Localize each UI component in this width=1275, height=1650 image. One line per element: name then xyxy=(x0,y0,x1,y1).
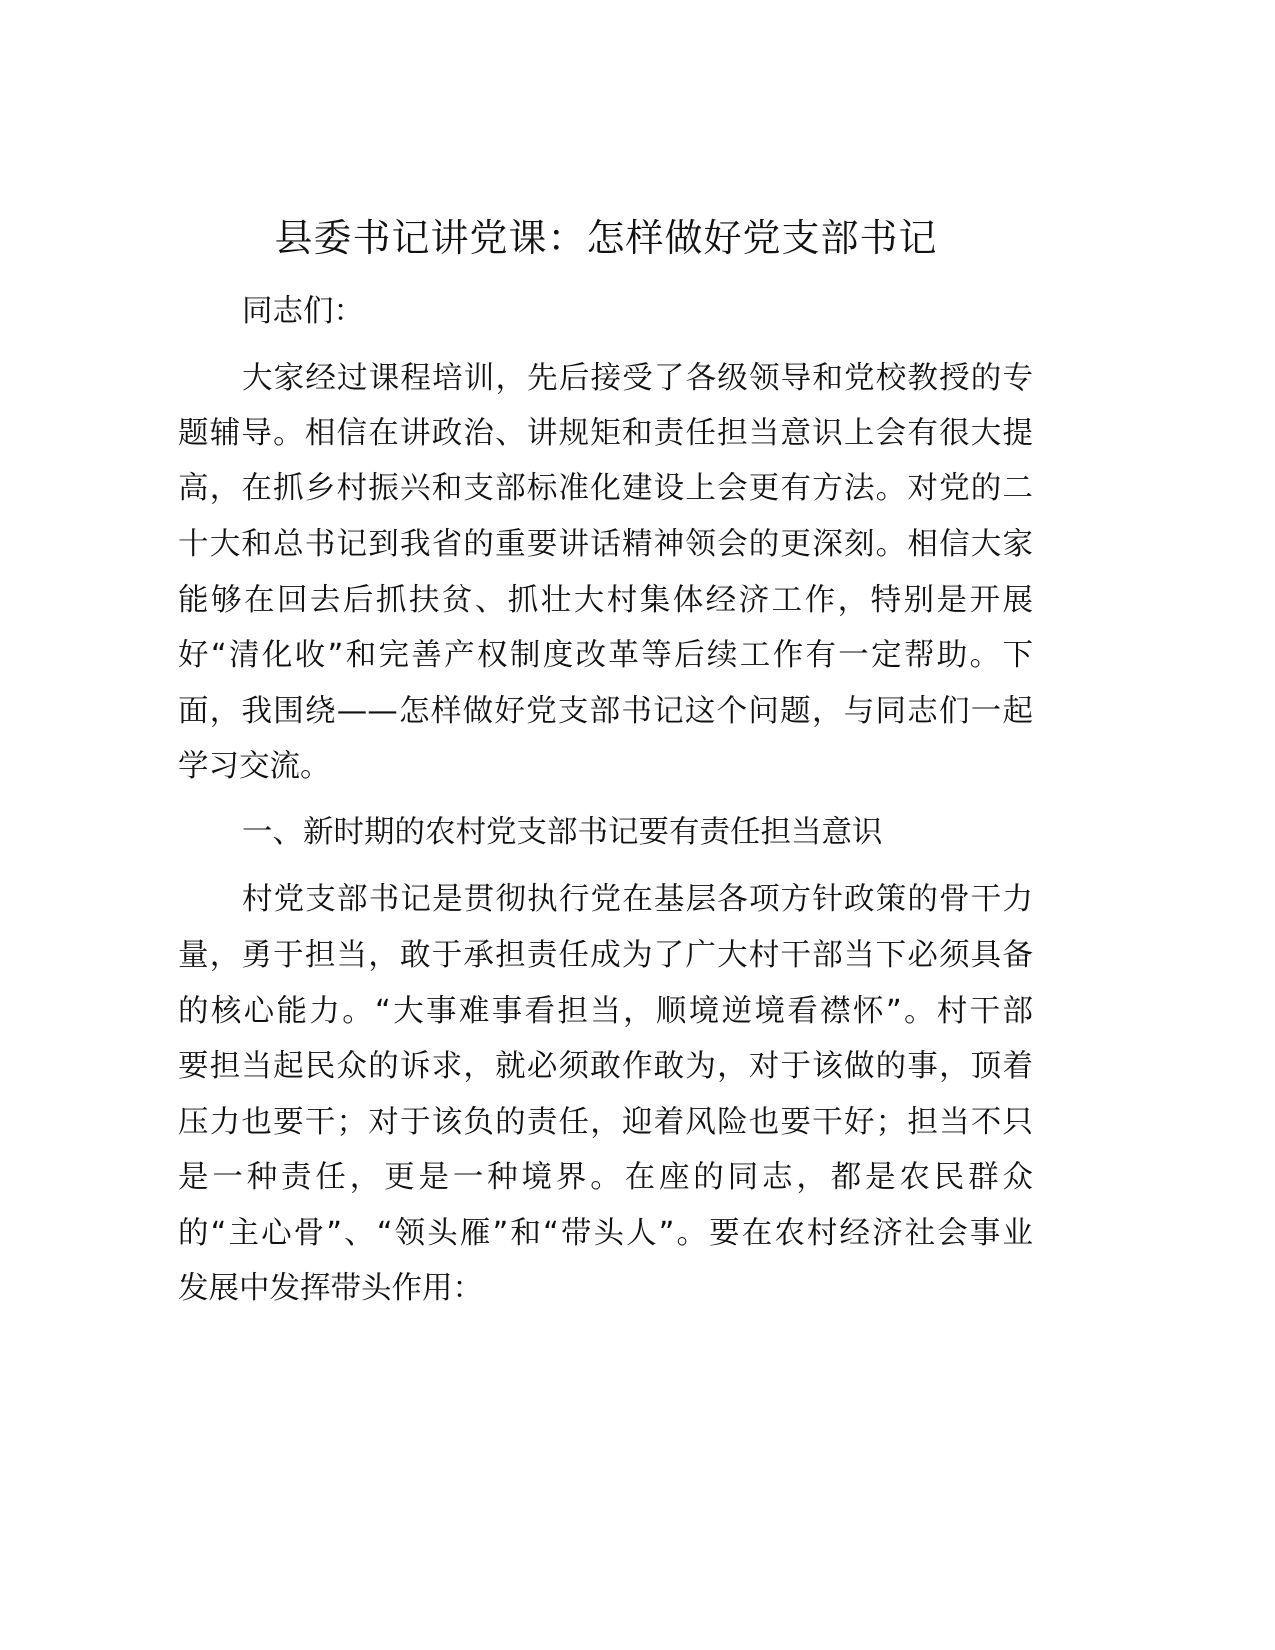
text-line: 发展中发挥带头作用： xyxy=(178,1271,483,1306)
document-title: 县委书记讲党课：怎样做好党支部书记 xyxy=(274,216,938,260)
text-line: 量，勇于担当，敢于承担责任成为了广大村干部当下必须具备 xyxy=(178,938,1033,973)
text-line: 面，我围绕——怎样做好党支部书记这个问题，与同志们一起 xyxy=(178,694,1033,729)
text-line: 高，在抓乡村振兴和支部标准化建设上会更有方法。对党的二 xyxy=(178,471,1033,506)
text-line: 好“清化收”和完善产权制度改革等后续工作有一定帮助。下 xyxy=(178,638,1033,673)
salutation: 同志们： xyxy=(242,294,364,329)
text-line: 的核心能力。“大事难事看担当，顺境逆境看襟怀”。村干部 xyxy=(178,994,1033,1029)
text-line: 压力也要干；对于该负的责任，迎着风险也要干好；担当不只 xyxy=(178,1105,1033,1140)
text-line: 十大和总书记到我省的重要讲话精神领会的更深刻。相信大家 xyxy=(178,527,1033,562)
text-line: 能够在回去后抓扶贫、抓壮大村集体经济工作，特别是开展 xyxy=(178,583,1033,618)
text-line: 是一种责任，更是一种境界。在座的同志，都是农民群众 xyxy=(178,1160,1033,1195)
text-line: 要担当起民众的诉求，就必须敢作敢为，对于该做的事，顶着 xyxy=(178,1049,1033,1084)
text-line: 题辅导。相信在讲政治、讲规矩和责任担当意识上会有很大提 xyxy=(178,416,1033,451)
text-line: 的“主心骨”、“领头雁”和“带头人”。要在农村经济社会事业 xyxy=(178,1216,1033,1251)
section-heading: 一、新时期的农村党支部书记要有责任担当意识 xyxy=(242,815,883,850)
text-line: 村党支部书记是贯彻执行党在基层各项方针政策的骨干力 xyxy=(242,882,1033,917)
text-line: 学习交流。 xyxy=(178,749,331,784)
text-line: 大家经过课程培训，先后接受了各级领导和党校教授的专 xyxy=(242,361,1033,396)
